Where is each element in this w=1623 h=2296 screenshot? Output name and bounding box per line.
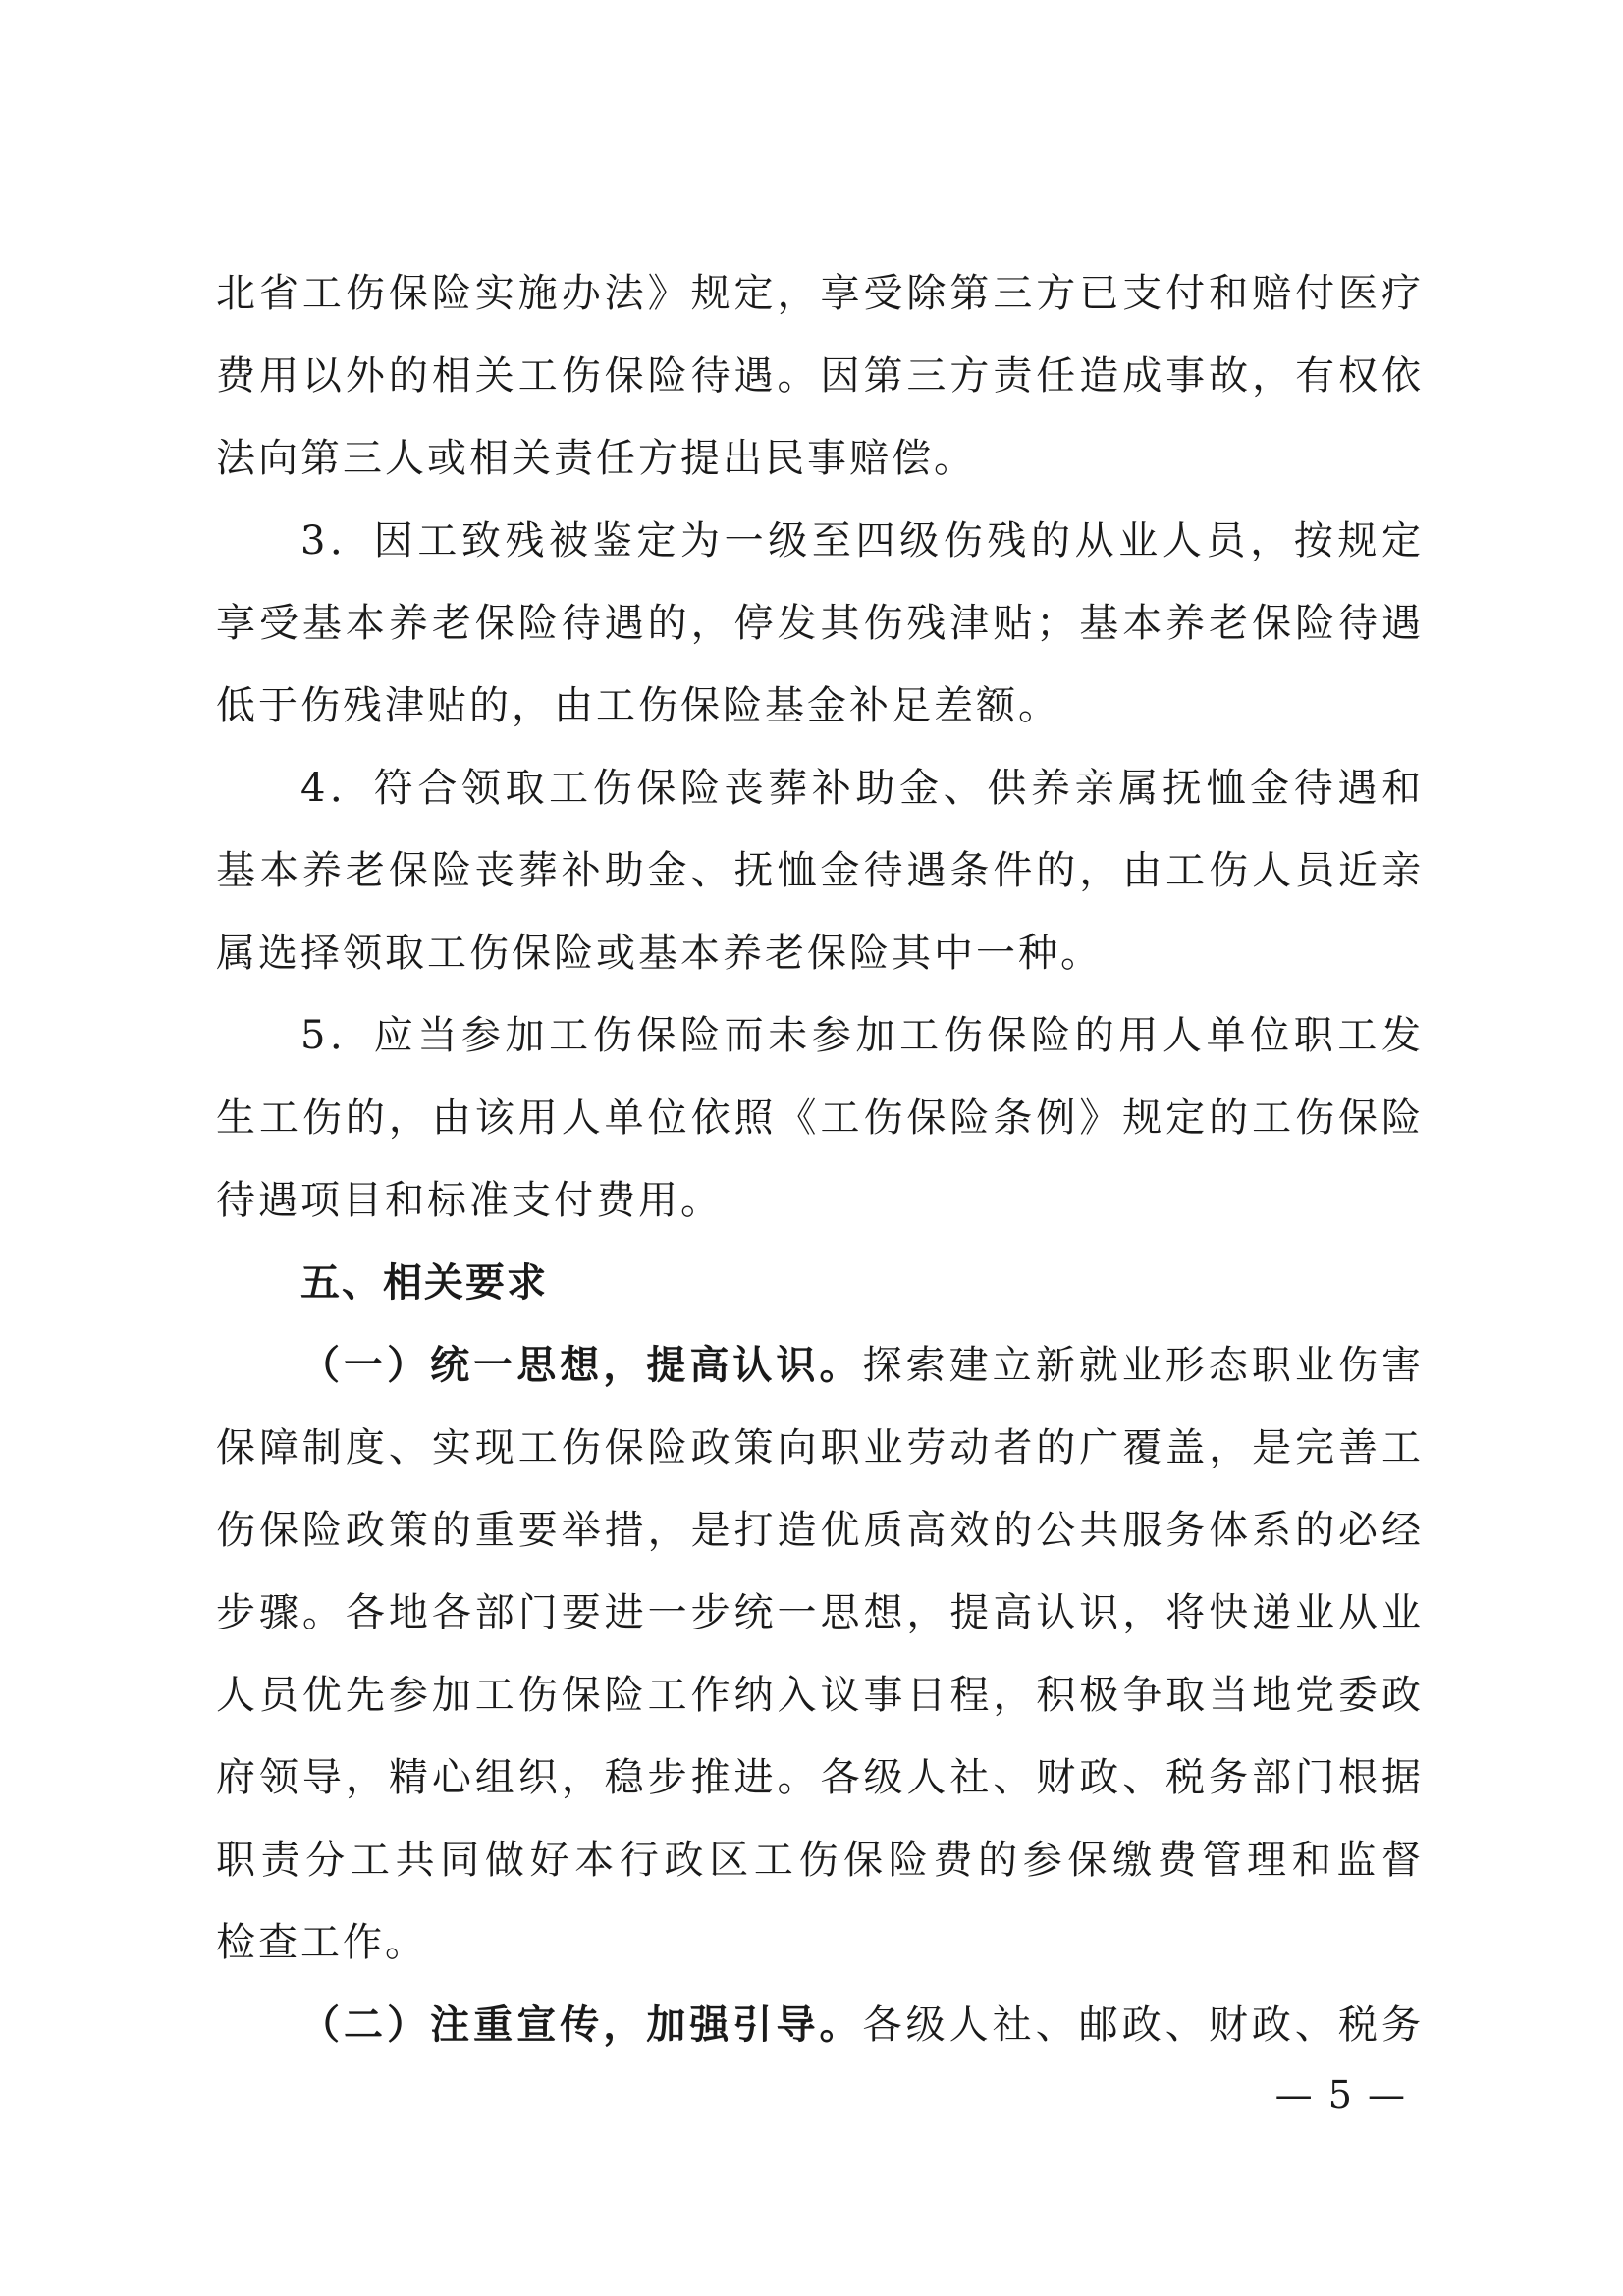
paragraph-line: 人员优先参加工伤保险工作纳入议事日程，积极争取当地党委政 [216,1673,1424,1718]
subsection-heading: （二）注重宣传，加强引导。 [300,2002,863,2048]
paragraph-line: 生工伤的，由该用人单位依照《工伤保险条例》规定的工伤保险 [216,1095,1424,1141]
paragraph-line: 职责分工共同做好本行政区工伤保险费的参保缴费管理和监督 [216,1838,1424,1883]
paragraph-line: 低于伤残津贴的，由工伤保险基金补足差额。 [216,683,1060,728]
paragraph-line: 4．符合领取工伤保险丧葬补助金、供养亲属抚恤金待遇和 [300,766,1424,811]
paragraph-line: 待遇项目和标准支付费用。 [216,1178,723,1223]
paragraph-line: 北省工伤保险实施办法》规定，享受除第三方已支付和赔付医疗 [216,271,1424,316]
subsection-heading: （一）统一思想，提高认识。 [300,1342,863,1388]
paragraph-line [300,1996,1424,2055]
paragraph-text: 探索建立新就业形态职业伤害 [862,1343,1424,1388]
paragraph-line: 步骤。各地各部门要进一步统一思想，提高认识，将快递业从业 [216,1590,1424,1635]
section-heading: 五、相关要求 [300,1260,548,1306]
paragraph-line: 3．因工致残被鉴定为一级至四级伤残的从业人员，按规定 [300,518,1424,563]
paragraph-line: 府领导，精心组织，稳步推进。各级人社、财政、税务部门根据 [216,1755,1424,1800]
paragraph-line: 属选择领取工伤保险或基本养老保险其中一种。 [216,931,1103,976]
paragraph-line: 检查工作。 [216,1920,427,1965]
paragraph-line: 享受基本养老保险待遇的，停发其伤残津贴；基本养老保险待遇 [216,601,1424,646]
paragraph-line: 基本养老保险丧葬补助金、抚恤金待遇条件的，由工伤人员近亲 [216,848,1424,893]
paragraph-line [300,1336,1424,1395]
paragraph-line: 5．应当参加工伤保险而未参加工伤保险的用人单位职工发 [300,1013,1424,1058]
page-number: — 5 — [1274,2073,1407,2116]
paragraph-line: 法向第三人或相关责任方提出民事赔偿。 [216,436,976,481]
paragraph-line: 费用以外的相关工伤保险待遇。因第三方责任造成事故，有权依 [216,353,1424,399]
paragraph-line: 伤保险政策的重要举措，是打造优质高效的公共服务体系的必经 [216,1508,1424,1553]
paragraph-text: 各级人社、邮政、财政、税务 [862,2002,1424,2048]
paragraph-line: 保障制度、实现工伤保险政策向职业劳动者的广覆盖，是完善工 [216,1425,1424,1470]
